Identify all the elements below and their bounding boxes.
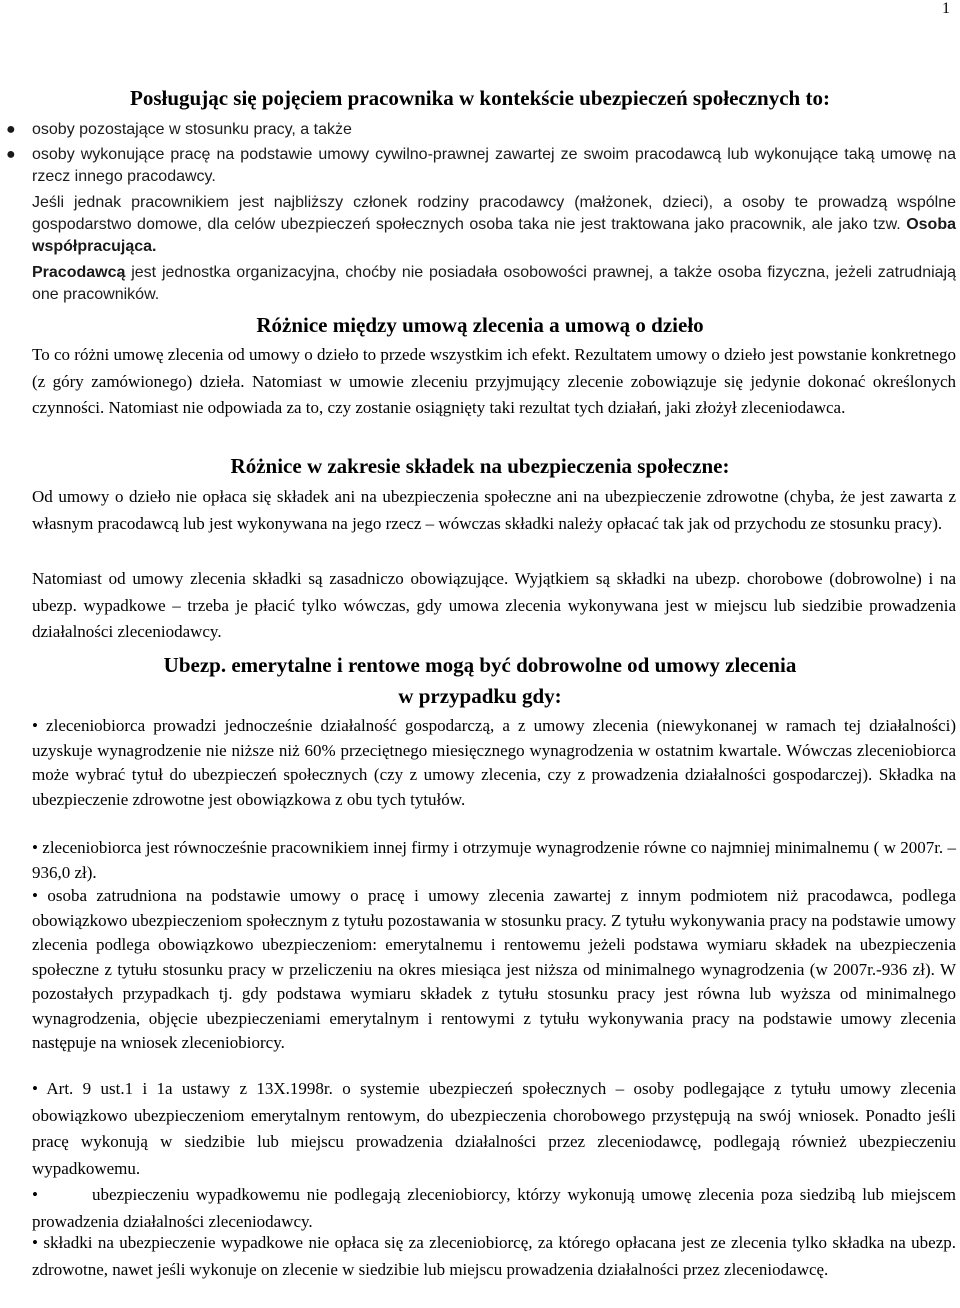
employer-text: jest jednostka organizacyjna, choćby nie posiadała osobowości prawnej, a także osoba fizyczna, jeżeli zatrudniają one pracowników. [32, 264, 956, 303]
document-title: Posługując się pojęciem pracownika w kontekście ubezpieczeń społecznych to: [130, 86, 830, 110]
case-1: • zleceniobiorca prowadzi jednocześnie działalność gospodarczą, a z umowy zlecenia (niewykonanej w ramach tej działalności) uzyskuje wynagrodzenie nie niższe niż 60% przeciętnego miesięcznego wynagrodzenia w ostatnim kwartale. Wówczas zleceniobiorca może wybrać tytuł do ubezpieczeń społecznych (czy z umowy zlecenia, czy z prowadzenia działalności gospodarczej). Składka na ubezpieczenie zdrowotne jest obowiązkowa z obu tych tytułów. [32, 716, 956, 809]
heading-voluntary-line-1: Ubezp. emerytalne i rentowe mogą być dobrowolne od umowy zlecenia [163, 653, 797, 677]
heading-difference: Różnice między umową zlecenia a umową o dzieło [256, 313, 704, 337]
page-number: 1 [942, 0, 950, 17]
case-6: • składki na ubezpieczenie wypadkowe nie opłaca się za zleceniobiorcę, za którego opłacana jest ze zlecenia tylko składka na ubezp. zdrowotne, nawet jeśli wykonuje on zlecenie w siedzibie lub miejscu prowadzenia działalności przez zleceniodawcę. [32, 1233, 957, 1279]
bullet-dot: • [32, 716, 38, 735]
intro-bullet-1 [6, 120, 956, 139]
paragraph-difference: To co różni umowę zlecenia od umowy o dzieło to przede wszystkim ich efekt. Rezultatem umowy o dzieło jest powstanie konkretnego (z góry zamówionego) dzieła. Natomiast w umowie zleceniu przyjmujący zlecenie zobowiązuje się jedynie dokonać określonych czynności. Natomiast nie odpowiada za to, czy zostanie osiągnięty taki rezultat tych działań, jaki złożył zleceniodawca. [32, 345, 956, 417]
bullet-dot: • [32, 1185, 38, 1204]
heading-contributions: Różnice w zakresie składek na ubezpieczenia społeczne: [230, 454, 730, 478]
paragraph-contributions-1: Od umowy o dzieło nie opłaca się składek ani na ubezpieczenia społeczne ani na ubezpieczenie zdrowotne (chyba, że jest zawarta z własnym pracodawcą lub jest wykonywana na jego rzecz – wówczas składki należy opłacać tak jak od przychodu ze stosunku pracy). [32, 487, 956, 533]
case-2: • zleceniobiorca jest równocześnie pracownikiem innej firmy i otrzymuje wynagrodzenie równe co najmniej minimalnemu ( w 2007r. – 936,0 zł). [32, 838, 957, 882]
bullet-dot: ● [6, 146, 16, 163]
bullet-dot: • [32, 838, 38, 857]
family-bold: Osoba współpracująca. [32, 216, 956, 255]
heading-voluntary [0, 650, 960, 712]
heading-voluntary-line-2: w przypadku gdy: [398, 684, 562, 708]
family-text: Jeśli jednak pracownikiem jest najbliższy członek rodziny pracodawcy (małżonek, dzieci), a osoby te prowadzą wspólne gospodarstwo domowe, dla celów ubezpieczeń społecznych osoba taka nie jest traktowana jako pracownik, ale jako tzw. [32, 194, 956, 233]
intro-bullet-text: osoby wykonujące pracę na podstawie umowy cywilno-prawnej zawartej ze swoim pracodawcą lub wykonujące taką umowę na rzecz innego pracodawcy. [32, 146, 956, 185]
intro-bullet-text: osoby pozostające w stosunku pracy, a także [32, 121, 352, 138]
case-5: • ubezpieczeniu wypadkowemu nie podlegają zleceniobiorcy, którzy wykonują umowę zlecenia poza siedzibą lub miejscem prowadzenia działalności zleceniodawcy. [32, 1185, 956, 1231]
bullet-dot: • [32, 886, 38, 905]
bullet-dot: • [32, 1233, 38, 1252]
intro-bullet-2 [6, 144, 956, 188]
paragraph-family-member [32, 192, 956, 258]
bullet-dot: ● [6, 121, 16, 138]
employer-bold: Pracodawcą [32, 264, 126, 281]
case-4: • Art. 9 ust.1 i 1a ustawy z 13X.1998r. o systemie ubezpieczeń społecznych – osoby podlegające z tytułu umowy zlecenia obowiązkowo ubezpieczeniom emerytalnym rentowym, do ubezpieczenia chorobowego przystępują na swój wniosek. Ponadto jeśli pracę wykonują w siedzibie lub miejscu prowadzenia działalności przez zleceniodawcę, podlegają również ubezpieczeniu wypadkowemu. [32, 1079, 956, 1178]
bullet-dot: • [32, 1079, 38, 1098]
case-3: • osoba zatrudniona na podstawie umowy o pracę i umowy zlecenia zawartej z innym podmiotem niż pracodawca, podlega obowiązkowo ubezpieczeniom społecznym z tytułu pozostawania w stosunku pracy. Z tytułu wykonywania pracy na podstawie umowy zlecenia podlega obowiązkowo ubezpieczeniom: emerytalnemu i rentowemu jeżeli podstawa wymiaru składek na ubezpieczenia społeczne z tytułu stosunku pracy w przeliczeniu na okres miesiąca jest niższa od minimalnego wynagrodzenia (w 2007r.-936 zł). W pozostałych przypadkach tj. gdy podstawa wymiaru składek z tytułu stosunku pracy jest równa lub wyższa od minimalnego wynagrodzenia, objęcie ubezpieczeniami emerytalnym i rentowymi z tytułu wykonywania pracy na podstawie umowy zlecenia następuje na wniosek zleceniobiorcy. [32, 886, 956, 1052]
paragraph-contributions-2: Natomiast od umowy zlecenia składki są zasadniczo obowiązujące. Wyjątkiem są składki na ubezp. chorobowe (dobrowolne) i na ubezp. wypadkowe – trzeba je płacić tylko wówczas, gdy umowa zlecenia wykonywana jest w miejscu lub siedzibie prowadzenia działalności zleceniodawcy. [32, 569, 956, 641]
paragraph-employer [32, 262, 956, 306]
